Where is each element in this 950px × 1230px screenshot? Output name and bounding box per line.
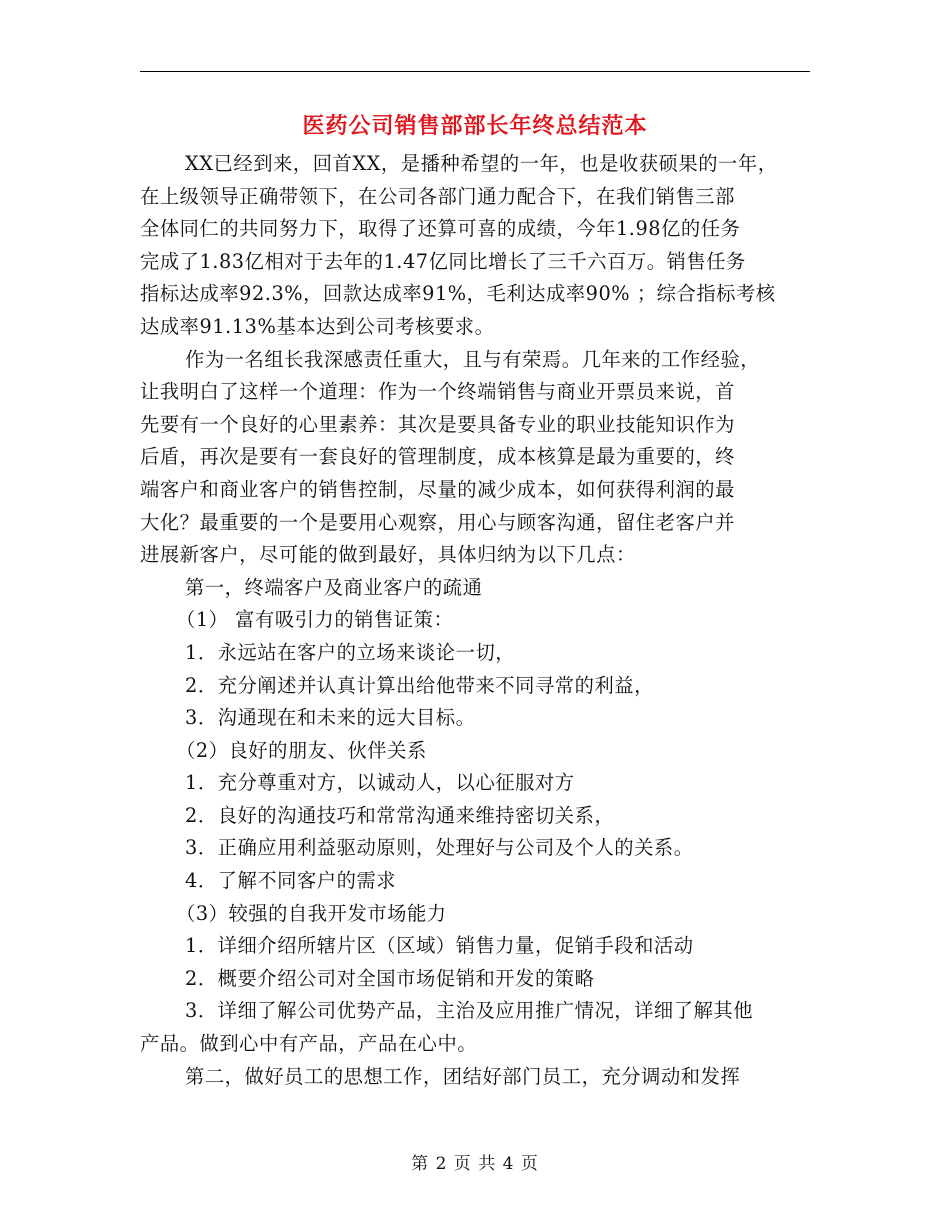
list-item: 3．详细了解公司优势产品，主治及应用推广情况，详细了解其他	[185, 999, 754, 1023]
paragraph-line: 进展新客户，尽可能的做到最好，具体归纳为以下几点：	[140, 543, 636, 567]
header-rule	[140, 71, 810, 72]
paragraph-line: 后盾，再次是要有一套良好的管理制度，成本核算是最为重要的，终	[140, 445, 735, 469]
paragraph-line: 在上级领导正确带领下，在公司各部门通力配合下，在我们销售三部	[140, 184, 735, 208]
list-item: 2．良好的沟通技巧和常常沟通来维持密切关系，	[185, 803, 615, 827]
paragraph-line: 达成率91.13%基本达到公司考核要求。	[140, 314, 495, 338]
paragraph-line: 大化？最重要的一个是要用心观察，用心与顾客沟通，留住老客户并	[140, 510, 735, 534]
list-item: 1．详细介绍所辖片区（区域）销售力量，促销手段和活动	[185, 934, 694, 958]
list-item: 3．正确应用利益驱动原则，处理好与公司及个人的关系。	[185, 836, 694, 860]
list-item: 1．充分尊重对方，以诚动人，以心征服对方	[185, 771, 575, 795]
paragraph-line: 产品。做到心中有产品，产品在心中。	[140, 1032, 478, 1056]
list-item: 1．永远站在客户的立场来谈论一切，	[185, 640, 516, 664]
paragraph-line: 完成了1.83亿相对于去年的1.47亿同比增长了三千六百万。销售任务	[140, 249, 746, 273]
paragraph-line: 全体同仁的共同努力下，取得了还算可喜的成绩，今年1.98亿的任务	[140, 217, 741, 241]
list-item: 2．充分阐述并认真计算出给他带来不同寻常的利益，	[185, 673, 654, 697]
paragraph-line: XX已经到来，回首XX，是播种希望的一年，也是收获硕果的一年，	[185, 152, 778, 175]
paragraph-line: 让我明白了这样一个道理：作为一个终端销售与商业开票员来说，首	[140, 380, 735, 404]
paragraph-line: 指标达成率92.3%，回款达成率91%，毛利达成率90% ；综合指标考核	[140, 282, 776, 306]
list-item: 2．概要介绍公司对全国市场促销和开发的策略	[185, 966, 595, 990]
paragraph-line: 端客户和商业客户的销售控制，尽量的减少成本，如何获得利润的最	[140, 477, 735, 501]
subsection-heading: （2）良好的朋友、伙伴关系	[176, 738, 427, 762]
list-item: 4．了解不同客户的需求	[185, 869, 397, 893]
document-title: 医药公司销售部部长年终总结范本	[302, 113, 648, 139]
paragraph-line: 先要有一个良好的心里素养：其次是要具备专业的职业技能知识作为	[140, 412, 735, 436]
section-heading: 第一，终端客户及商业客户的疏通	[185, 575, 483, 599]
section-heading: 第二，做好员工的思想工作，团结好部门员工，充分调动和发挥	[185, 1064, 741, 1088]
document-body	[140, 148, 810, 1093]
subsection-heading: （1） 富有吸引力的销售证策：	[176, 608, 454, 632]
paragraph-line: 作为一名组长我深感责任重大，且与有荣焉。几年来的工作经验，	[185, 347, 761, 371]
list-item: 3．沟通现在和未来的远大目标。	[185, 706, 476, 730]
page-indicator: 第 2 页 共 4 页	[411, 1154, 539, 1174]
subsection-heading: （3）较强的自我开发市场能力	[176, 901, 447, 925]
